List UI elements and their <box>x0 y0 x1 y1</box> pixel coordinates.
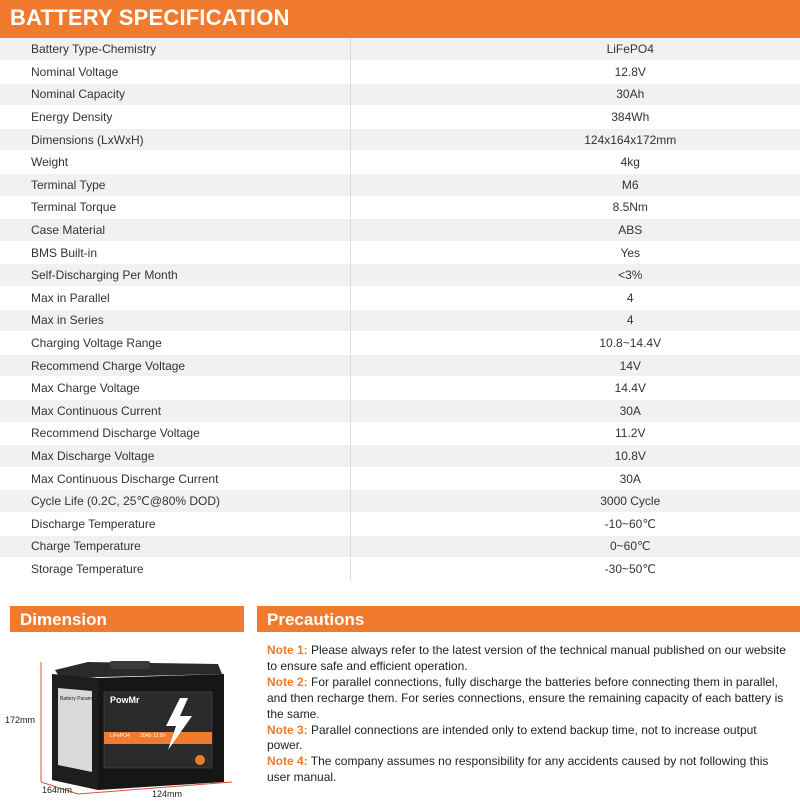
spec-value: 3000 Cycle <box>350 490 800 513</box>
spec-name: Energy Density <box>0 106 350 129</box>
spec-value: ABS <box>350 219 800 242</box>
spec-value: 30Ah <box>350 83 800 106</box>
spec-value: M6 <box>350 174 800 197</box>
spec-value: 10.8V <box>350 445 800 468</box>
model-text: LiFePO4 <box>110 733 130 739</box>
note-label: Note 3: <box>267 722 308 737</box>
note-text: Please always refer to the latest version of the technical manual published on our website to ensure safe and efficient operation. <box>267 643 786 673</box>
spec-name: Terminal Torque <box>0 196 350 219</box>
dimension-diagram <box>0 632 250 800</box>
note-text: The company assumes no responsibility for any accidents caused by not following this user manual. <box>267 754 769 785</box>
spec-name: Self-Discharging Per Month <box>0 264 350 287</box>
spec-value: 124x164x172mm <box>350 128 800 151</box>
length-label: 124mm <box>152 789 183 799</box>
spec-name: Max Discharge Voltage <box>0 445 350 468</box>
note-item <box>267 643 787 675</box>
spec-value: 4 <box>350 309 800 332</box>
spec-value: 30A <box>350 400 800 423</box>
note-text: Parallel connections are intended only to extend backup time, not to increase output power. <box>267 722 757 753</box>
spec-row <box>0 422 800 445</box>
spec-row <box>0 332 800 355</box>
spec-row <box>0 445 800 468</box>
spec-row <box>0 128 800 151</box>
spec-value: 10.8~14.4V <box>350 332 800 355</box>
width-label: 164mm <box>42 785 73 795</box>
spec-row <box>0 400 800 423</box>
spec-name: Charging Voltage Range <box>0 332 350 355</box>
spec-name: Recommend Charge Voltage <box>0 354 350 377</box>
precautions-header <box>257 606 800 632</box>
spec-value: LiFePO4 <box>350 38 800 61</box>
spec-row <box>0 219 800 242</box>
spec-name: Nominal Capacity <box>0 83 350 106</box>
spec-value: 14.4V <box>350 377 800 400</box>
precautions-header-label: Precautions <box>267 610 365 629</box>
spec-value: Yes <box>350 241 800 264</box>
spec-row <box>0 151 800 174</box>
note-label: Note 1: <box>267 643 308 657</box>
spec-row <box>0 309 800 332</box>
spec-name: Discharge Temperature <box>0 512 350 535</box>
spec-row <box>0 287 800 310</box>
note-label: Note 2: <box>267 674 308 689</box>
page-title-bar <box>0 0 800 38</box>
note-item <box>267 723 787 755</box>
spec-name: Max in Parallel <box>0 287 350 310</box>
spec-name: Charge Temperature <box>0 535 350 558</box>
height-label: 172mm <box>5 715 36 725</box>
note-label: Note 4: <box>267 754 308 769</box>
spec-row <box>0 264 800 287</box>
spec-table-body <box>0 38 800 580</box>
spec-value: 14V <box>350 354 800 377</box>
spec-row <box>0 196 800 219</box>
note-item <box>267 754 787 786</box>
spec-value: -30~50℃ <box>350 558 800 581</box>
spec-name: Dimensions (LxWxH) <box>0 128 350 151</box>
spec-name: Case Material <box>0 219 350 242</box>
spec-name: Max in Series <box>0 309 350 332</box>
spec-name: Terminal Type <box>0 174 350 197</box>
spec-row <box>0 241 800 264</box>
spec-value: <3% <box>350 264 800 287</box>
spec-row <box>0 535 800 558</box>
spec-row <box>0 106 800 129</box>
page-title: BATTERY SPECIFICATION <box>10 5 290 30</box>
spec-value: 12.8V <box>350 61 800 84</box>
spec-name: Nominal Voltage <box>0 61 350 84</box>
spec-row <box>0 61 800 84</box>
spec-value: 384Wh <box>350 106 800 129</box>
spec-name: Max Charge Voltage <box>0 377 350 400</box>
battery-illustration <box>0 632 250 800</box>
spec-row <box>0 354 800 377</box>
spec-row <box>0 512 800 535</box>
spec-row <box>0 174 800 197</box>
spec-name: Battery Type-Chemistry <box>0 38 350 61</box>
spec-name: Storage Temperature <box>0 558 350 581</box>
spec-name: Cycle Life (0.2C, 25℃@80% DOD) <box>0 490 350 513</box>
battery-handle <box>110 661 150 669</box>
spec-name: Weight <box>0 151 350 174</box>
warning-icon <box>195 755 205 765</box>
spec-value: 4 <box>350 287 800 310</box>
spec-value: -10~60℃ <box>350 512 800 535</box>
spec-name: Max Continuous Current <box>0 400 350 423</box>
spec-row <box>0 467 800 490</box>
spec-row <box>0 83 800 106</box>
dimension-header-label: Dimension <box>20 610 107 629</box>
dimension-header <box>10 606 244 632</box>
sticker-title: Battery Parameter <box>60 696 101 702</box>
note-text: For parallel connections, fully discharge the batteries before connecting them in parallel, and then recharge them. For series connections, ensure the remaining capacity of each battery is the same. <box>267 674 784 721</box>
spec-name: Max Continuous Discharge Current <box>0 467 350 490</box>
spec-table <box>0 38 800 581</box>
note-item <box>267 675 787 723</box>
spec-value: 30A <box>350 467 800 490</box>
spec-value: 11.2V <box>350 422 800 445</box>
spec-name: Recommend Discharge Voltage <box>0 422 350 445</box>
spec-value: 4kg <box>350 151 800 174</box>
spec-row <box>0 558 800 581</box>
model-spec: 30Ah 12.8V <box>140 733 167 739</box>
spec-value: 0~60℃ <box>350 535 800 558</box>
precautions-notes <box>267 643 787 786</box>
spec-row <box>0 377 800 400</box>
spec-name: BMS Built-in <box>0 241 350 264</box>
spec-value: 8.5Nm <box>350 196 800 219</box>
spec-row <box>0 490 800 513</box>
brand-logo: PowMr <box>110 695 140 705</box>
spec-row <box>0 38 800 61</box>
